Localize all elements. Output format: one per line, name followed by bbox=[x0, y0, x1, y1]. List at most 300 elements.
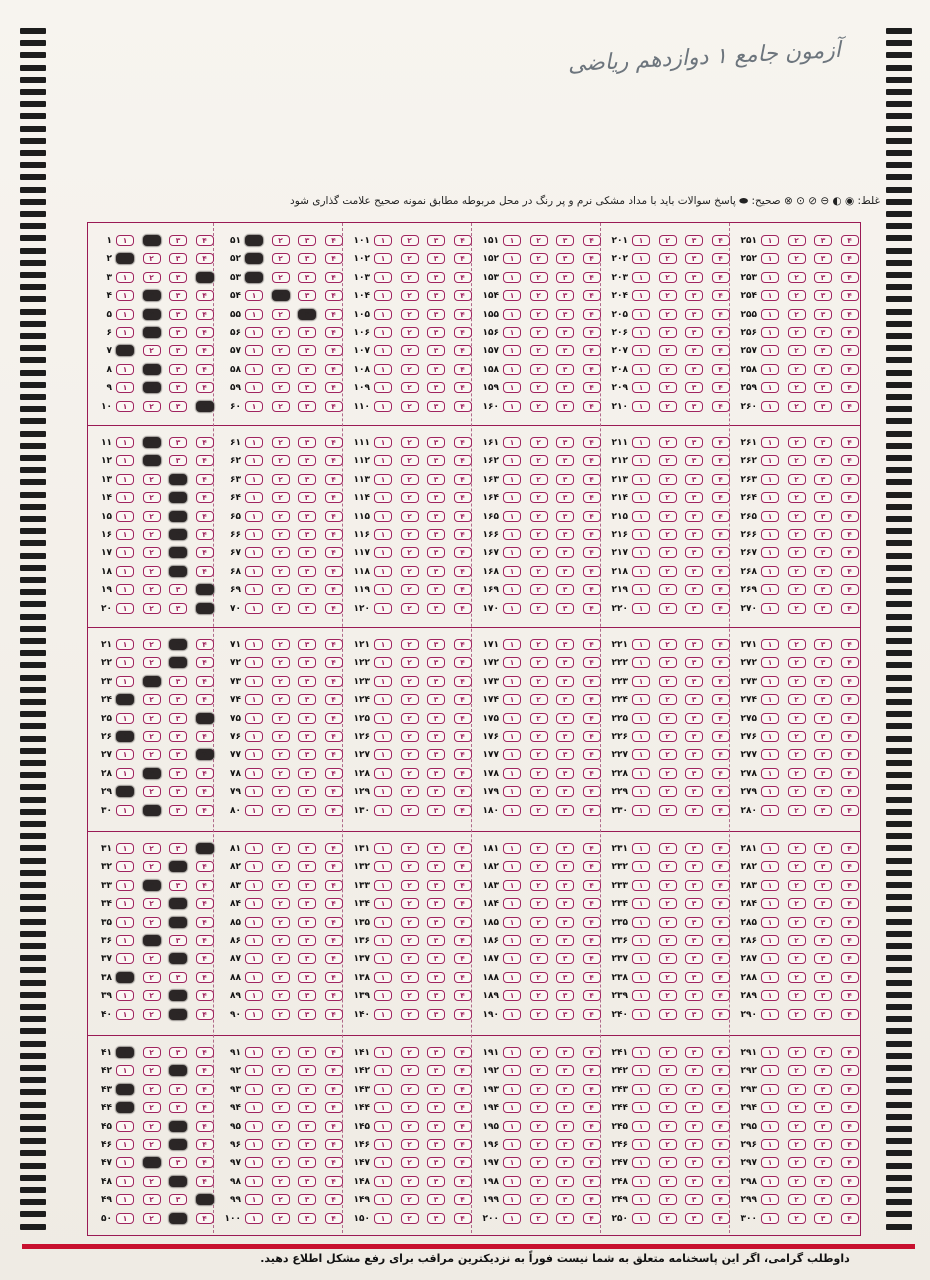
option-bubble-3[interactable]: ۳ bbox=[556, 382, 574, 393]
option-bubble-4[interactable]: ۴ bbox=[454, 529, 472, 540]
option-bubble-4[interactable]: ۴ bbox=[583, 880, 601, 891]
option-bubble-2[interactable]: ۲ bbox=[530, 990, 548, 1001]
option-bubble-1[interactable]: ۱ bbox=[245, 327, 263, 338]
option-bubble-2[interactable]: ۲ bbox=[659, 1009, 677, 1020]
option-bubble-2[interactable]: ۲ bbox=[143, 935, 161, 946]
option-bubble-1[interactable]: ۱ bbox=[503, 253, 521, 264]
option-bubble-3[interactable]: ۳ bbox=[814, 566, 832, 577]
option-bubble-4[interactable]: ۴ bbox=[325, 861, 343, 872]
option-bubble-1[interactable]: ۱ bbox=[116, 474, 134, 485]
option-bubble-2[interactable]: ۲ bbox=[788, 529, 806, 540]
option-bubble-1[interactable]: ۱ bbox=[374, 749, 392, 760]
option-bubble-4[interactable]: ۴ bbox=[325, 1139, 343, 1150]
option-bubble-4[interactable]: ۴ bbox=[712, 676, 730, 687]
option-bubble-4[interactable]: ۴ bbox=[454, 547, 472, 558]
option-bubble-3[interactable]: ۳ bbox=[685, 805, 703, 816]
option-bubble-2[interactable]: ۲ bbox=[659, 603, 677, 614]
option-bubble-3[interactable]: ۳ bbox=[556, 455, 574, 466]
option-bubble-2[interactable]: ۲ bbox=[401, 972, 419, 983]
option-bubble-1[interactable]: ۱ bbox=[503, 529, 521, 540]
option-bubble-1[interactable]: ۱ bbox=[503, 768, 521, 779]
option-bubble-3[interactable]: ۳ bbox=[427, 474, 445, 485]
option-bubble-3[interactable]: ۳ bbox=[427, 511, 445, 522]
option-bubble-1[interactable]: ۱ bbox=[503, 639, 521, 650]
option-bubble-2[interactable]: ۲ bbox=[659, 1139, 677, 1150]
option-bubble-2[interactable]: ۲ bbox=[143, 401, 161, 412]
option-bubble-2[interactable]: ۲ bbox=[401, 990, 419, 1001]
option-bubble-4[interactable]: ۴ bbox=[841, 990, 859, 1001]
option-bubble-3[interactable]: ۳ bbox=[427, 843, 445, 854]
option-bubble-1[interactable]: ۱ bbox=[632, 1102, 650, 1113]
option-bubble-3[interactable]: ۳ bbox=[556, 861, 574, 872]
option-bubble-3[interactable]: ۳ bbox=[298, 364, 316, 375]
option-bubble-4[interactable]: ۴ bbox=[712, 327, 730, 338]
option-bubble-3[interactable]: ۳ bbox=[298, 1102, 316, 1113]
option-bubble-1[interactable]: ۱ bbox=[761, 786, 779, 797]
option-bubble-2[interactable]: ۲ bbox=[401, 731, 419, 742]
option-bubble-3[interactable]: ۳ bbox=[814, 345, 832, 356]
option-bubble-2[interactable]: ۲ bbox=[530, 731, 548, 742]
option-bubble-3[interactable]: ۳ bbox=[298, 1084, 316, 1095]
option-bubble-3[interactable]: ۳ bbox=[556, 437, 574, 448]
option-bubble-3[interactable]: ۳ bbox=[298, 437, 316, 448]
option-bubble-3[interactable]: ۳ bbox=[685, 584, 703, 595]
option-bubble-1[interactable]: ۱ bbox=[503, 327, 521, 338]
option-bubble-3[interactable]: ۳ bbox=[814, 713, 832, 724]
option-bubble-1[interactable]: ۱ bbox=[503, 1084, 521, 1095]
option-bubble-4[interactable]: ۴ bbox=[712, 786, 730, 797]
option-bubble-2[interactable]: ۲ bbox=[788, 290, 806, 301]
option-bubble-2[interactable]: ۲ bbox=[530, 953, 548, 964]
option-bubble-3[interactable]: ۳ bbox=[814, 1009, 832, 1020]
option-bubble-3[interactable]: ۳ bbox=[169, 657, 187, 668]
option-bubble-2[interactable]: ۲ bbox=[788, 1157, 806, 1168]
option-bubble-4[interactable]: ۴ bbox=[583, 327, 601, 338]
option-bubble-1[interactable]: ۱ bbox=[245, 972, 263, 983]
option-bubble-4[interactable]: ۴ bbox=[841, 474, 859, 485]
option-bubble-4[interactable]: ۴ bbox=[712, 1176, 730, 1187]
option-bubble-4[interactable]: ۴ bbox=[196, 843, 214, 854]
option-bubble-4[interactable]: ۴ bbox=[712, 309, 730, 320]
option-bubble-2[interactable]: ۲ bbox=[401, 474, 419, 485]
option-bubble-3[interactable]: ۳ bbox=[427, 953, 445, 964]
option-bubble-4[interactable]: ۴ bbox=[454, 694, 472, 705]
option-bubble-4[interactable]: ۴ bbox=[712, 1084, 730, 1095]
option-bubble-2[interactable]: ۲ bbox=[143, 272, 161, 283]
option-bubble-1[interactable]: ۱ bbox=[245, 805, 263, 816]
option-bubble-2[interactable]: ۲ bbox=[788, 805, 806, 816]
option-bubble-3[interactable]: ۳ bbox=[814, 990, 832, 1001]
option-bubble-4[interactable]: ۴ bbox=[583, 676, 601, 687]
option-bubble-1[interactable]: ۱ bbox=[761, 1213, 779, 1224]
option-bubble-2[interactable]: ۲ bbox=[143, 1084, 161, 1095]
option-bubble-1[interactable]: ۱ bbox=[116, 603, 134, 614]
option-bubble-3[interactable]: ۳ bbox=[427, 547, 445, 558]
option-bubble-1[interactable]: ۱ bbox=[761, 972, 779, 983]
option-bubble-1[interactable]: ۱ bbox=[503, 364, 521, 375]
option-bubble-3[interactable]: ۳ bbox=[169, 1047, 187, 1058]
option-bubble-3[interactable]: ۳ bbox=[556, 492, 574, 503]
option-bubble-3[interactable]: ۳ bbox=[814, 1047, 832, 1058]
option-bubble-2[interactable]: ۲ bbox=[272, 805, 290, 816]
option-bubble-1[interactable]: ۱ bbox=[116, 1157, 134, 1168]
option-bubble-2[interactable]: ۲ bbox=[272, 1047, 290, 1058]
option-bubble-1[interactable]: ۱ bbox=[245, 345, 263, 356]
option-bubble-2[interactable]: ۲ bbox=[401, 1009, 419, 1020]
option-bubble-1[interactable]: ۱ bbox=[503, 694, 521, 705]
option-bubble-1[interactable]: ۱ bbox=[245, 676, 263, 687]
option-bubble-2[interactable]: ۲ bbox=[401, 935, 419, 946]
option-bubble-2[interactable]: ۲ bbox=[272, 1084, 290, 1095]
option-bubble-2[interactable]: ۲ bbox=[788, 566, 806, 577]
option-bubble-2[interactable]: ۲ bbox=[530, 935, 548, 946]
option-bubble-2[interactable]: ۲ bbox=[143, 917, 161, 928]
option-bubble-1[interactable]: ۱ bbox=[503, 1213, 521, 1224]
option-bubble-1[interactable]: ۱ bbox=[503, 1176, 521, 1187]
option-bubble-4[interactable]: ۴ bbox=[454, 364, 472, 375]
option-bubble-4[interactable]: ۴ bbox=[841, 1176, 859, 1187]
option-bubble-4[interactable]: ۴ bbox=[196, 1065, 214, 1076]
option-bubble-4[interactable]: ۴ bbox=[712, 657, 730, 668]
option-bubble-4[interactable]: ۴ bbox=[196, 972, 214, 983]
option-bubble-3[interactable]: ۳ bbox=[298, 917, 316, 928]
option-bubble-1[interactable]: ۱ bbox=[632, 861, 650, 872]
option-bubble-1[interactable]: ۱ bbox=[245, 953, 263, 964]
option-bubble-4[interactable]: ۴ bbox=[325, 657, 343, 668]
option-bubble-4[interactable]: ۴ bbox=[325, 1157, 343, 1168]
option-bubble-4[interactable]: ۴ bbox=[841, 694, 859, 705]
option-bubble-3[interactable]: ۳ bbox=[298, 1139, 316, 1150]
option-bubble-4[interactable]: ۴ bbox=[583, 529, 601, 540]
option-bubble-4[interactable]: ۴ bbox=[712, 972, 730, 983]
option-bubble-3[interactable]: ۳ bbox=[814, 657, 832, 668]
option-bubble-1[interactable]: ۱ bbox=[503, 603, 521, 614]
option-bubble-1[interactable]: ۱ bbox=[503, 566, 521, 577]
option-bubble-2[interactable]: ۲ bbox=[788, 768, 806, 779]
option-bubble-3[interactable]: ۳ bbox=[427, 529, 445, 540]
option-bubble-2[interactable]: ۲ bbox=[659, 713, 677, 724]
option-bubble-4[interactable]: ۴ bbox=[841, 492, 859, 503]
option-bubble-2[interactable]: ۲ bbox=[530, 455, 548, 466]
option-bubble-3[interactable]: ۳ bbox=[298, 1121, 316, 1132]
option-bubble-3[interactable]: ۳ bbox=[298, 1194, 316, 1205]
option-bubble-4[interactable]: ۴ bbox=[196, 382, 214, 393]
option-bubble-2[interactable]: ۲ bbox=[659, 1065, 677, 1076]
option-bubble-2[interactable]: ۲ bbox=[659, 401, 677, 412]
option-bubble-3[interactable]: ۳ bbox=[814, 805, 832, 816]
option-bubble-3[interactable]: ۳ bbox=[298, 713, 316, 724]
option-bubble-3[interactable]: ۳ bbox=[427, 1121, 445, 1132]
option-bubble-4[interactable]: ۴ bbox=[325, 345, 343, 356]
option-bubble-3[interactable]: ۳ bbox=[556, 1102, 574, 1113]
option-bubble-2[interactable]: ۲ bbox=[401, 364, 419, 375]
option-bubble-1[interactable]: ۱ bbox=[116, 749, 134, 760]
option-bubble-2[interactable]: ۲ bbox=[659, 547, 677, 558]
option-bubble-4[interactable]: ۴ bbox=[325, 455, 343, 466]
option-bubble-4[interactable]: ۴ bbox=[841, 898, 859, 909]
option-bubble-1[interactable]: ۱ bbox=[632, 657, 650, 668]
option-bubble-1[interactable]: ۱ bbox=[632, 1139, 650, 1150]
option-bubble-1[interactable]: ۱ bbox=[761, 382, 779, 393]
option-bubble-1[interactable]: ۱ bbox=[374, 768, 392, 779]
option-bubble-2[interactable]: ۲ bbox=[272, 1157, 290, 1168]
option-bubble-3[interactable]: ۳ bbox=[169, 749, 187, 760]
option-bubble-2[interactable]: ۲ bbox=[401, 768, 419, 779]
option-bubble-1[interactable]: ۱ bbox=[632, 676, 650, 687]
option-bubble-1[interactable]: ۱ bbox=[761, 898, 779, 909]
option-bubble-1[interactable]: ۱ bbox=[761, 364, 779, 375]
option-bubble-4[interactable]: ۴ bbox=[325, 694, 343, 705]
option-bubble-1[interactable]: ۱ bbox=[116, 1213, 134, 1224]
option-bubble-1[interactable]: ۱ bbox=[245, 253, 263, 264]
option-bubble-3[interactable]: ۳ bbox=[556, 731, 574, 742]
option-bubble-4[interactable]: ۴ bbox=[196, 253, 214, 264]
option-bubble-3[interactable]: ۳ bbox=[685, 511, 703, 522]
option-bubble-3[interactable]: ۳ bbox=[298, 529, 316, 540]
option-bubble-4[interactable]: ۴ bbox=[196, 1139, 214, 1150]
option-bubble-3[interactable]: ۳ bbox=[556, 235, 574, 246]
option-bubble-4[interactable]: ۴ bbox=[712, 731, 730, 742]
option-bubble-4[interactable]: ۴ bbox=[196, 639, 214, 650]
option-bubble-3[interactable]: ۳ bbox=[169, 935, 187, 946]
option-bubble-2[interactable]: ۲ bbox=[143, 437, 161, 448]
option-bubble-3[interactable]: ۳ bbox=[814, 1121, 832, 1132]
option-bubble-2[interactable]: ۲ bbox=[143, 566, 161, 577]
option-bubble-4[interactable]: ۴ bbox=[583, 1084, 601, 1095]
option-bubble-2[interactable]: ۲ bbox=[530, 1194, 548, 1205]
option-bubble-4[interactable]: ۴ bbox=[583, 511, 601, 522]
option-bubble-1[interactable]: ۱ bbox=[503, 547, 521, 558]
option-bubble-4[interactable]: ۴ bbox=[325, 401, 343, 412]
option-bubble-2[interactable]: ۲ bbox=[659, 492, 677, 503]
option-bubble-1[interactable]: ۱ bbox=[245, 843, 263, 854]
option-bubble-2[interactable]: ۲ bbox=[401, 639, 419, 650]
option-bubble-1[interactable]: ۱ bbox=[374, 584, 392, 595]
option-bubble-4[interactable]: ۴ bbox=[712, 1213, 730, 1224]
option-bubble-3[interactable]: ۳ bbox=[298, 639, 316, 650]
option-bubble-1[interactable]: ۱ bbox=[503, 749, 521, 760]
option-bubble-4[interactable]: ۴ bbox=[196, 235, 214, 246]
option-bubble-1[interactable]: ۱ bbox=[632, 880, 650, 891]
option-bubble-4[interactable]: ۴ bbox=[196, 953, 214, 964]
option-bubble-3[interactable]: ۳ bbox=[685, 1065, 703, 1076]
option-bubble-4[interactable]: ۴ bbox=[583, 768, 601, 779]
option-bubble-4[interactable]: ۴ bbox=[454, 935, 472, 946]
option-bubble-3[interactable]: ۳ bbox=[427, 455, 445, 466]
option-bubble-4[interactable]: ۴ bbox=[841, 805, 859, 816]
option-bubble-4[interactable]: ۴ bbox=[583, 657, 601, 668]
option-bubble-4[interactable]: ۴ bbox=[325, 1084, 343, 1095]
option-bubble-2[interactable]: ۲ bbox=[530, 1065, 548, 1076]
option-bubble-3[interactable]: ۳ bbox=[814, 382, 832, 393]
option-bubble-3[interactable]: ۳ bbox=[685, 1139, 703, 1150]
option-bubble-3[interactable]: ۳ bbox=[298, 1157, 316, 1168]
option-bubble-2[interactable]: ۲ bbox=[401, 1084, 419, 1095]
option-bubble-4[interactable]: ۴ bbox=[325, 290, 343, 301]
option-bubble-4[interactable]: ۴ bbox=[325, 805, 343, 816]
option-bubble-4[interactable]: ۴ bbox=[325, 529, 343, 540]
option-bubble-2[interactable]: ۲ bbox=[530, 1121, 548, 1132]
option-bubble-2[interactable]: ۲ bbox=[788, 657, 806, 668]
option-bubble-1[interactable]: ۱ bbox=[374, 1157, 392, 1168]
option-bubble-2[interactable]: ۲ bbox=[659, 749, 677, 760]
option-bubble-4[interactable]: ۴ bbox=[583, 694, 601, 705]
option-bubble-2[interactable]: ۲ bbox=[401, 603, 419, 614]
option-bubble-1[interactable]: ۱ bbox=[374, 272, 392, 283]
option-bubble-1[interactable]: ۱ bbox=[761, 917, 779, 928]
option-bubble-3[interactable]: ۳ bbox=[298, 768, 316, 779]
option-bubble-2[interactable]: ۲ bbox=[530, 861, 548, 872]
option-bubble-1[interactable]: ۱ bbox=[374, 1213, 392, 1224]
option-bubble-2[interactable]: ۲ bbox=[401, 345, 419, 356]
option-bubble-3[interactable]: ۳ bbox=[169, 880, 187, 891]
option-bubble-4[interactable]: ۴ bbox=[325, 713, 343, 724]
option-bubble-2[interactable]: ۲ bbox=[272, 990, 290, 1001]
option-bubble-3[interactable]: ۳ bbox=[556, 657, 574, 668]
option-bubble-2[interactable]: ۲ bbox=[788, 603, 806, 614]
option-bubble-3[interactable]: ۳ bbox=[556, 768, 574, 779]
option-bubble-4[interactable]: ۴ bbox=[325, 437, 343, 448]
option-bubble-2[interactable]: ۲ bbox=[659, 364, 677, 375]
option-bubble-4[interactable]: ۴ bbox=[196, 676, 214, 687]
option-bubble-2[interactable]: ۲ bbox=[401, 1194, 419, 1205]
option-bubble-2[interactable]: ۲ bbox=[530, 529, 548, 540]
option-bubble-1[interactable]: ۱ bbox=[245, 492, 263, 503]
option-bubble-4[interactable]: ۴ bbox=[712, 455, 730, 466]
option-bubble-4[interactable]: ۴ bbox=[454, 990, 472, 1001]
option-bubble-2[interactable]: ۲ bbox=[659, 639, 677, 650]
option-bubble-2[interactable]: ۲ bbox=[788, 1102, 806, 1113]
option-bubble-4[interactable]: ۴ bbox=[196, 861, 214, 872]
option-bubble-1[interactable]: ۱ bbox=[632, 327, 650, 338]
option-bubble-4[interactable]: ۴ bbox=[841, 1121, 859, 1132]
option-bubble-3[interactable]: ۳ bbox=[169, 917, 187, 928]
option-bubble-4[interactable]: ۴ bbox=[454, 235, 472, 246]
option-bubble-1[interactable]: ۱ bbox=[761, 290, 779, 301]
option-bubble-3[interactable]: ۳ bbox=[814, 364, 832, 375]
option-bubble-2[interactable]: ۲ bbox=[272, 898, 290, 909]
option-bubble-1[interactable]: ۱ bbox=[374, 1009, 392, 1020]
option-bubble-4[interactable]: ۴ bbox=[196, 1194, 214, 1205]
option-bubble-3[interactable]: ۳ bbox=[685, 843, 703, 854]
option-bubble-4[interactable]: ۴ bbox=[841, 731, 859, 742]
option-bubble-3[interactable]: ۳ bbox=[169, 861, 187, 872]
option-bubble-1[interactable]: ۱ bbox=[632, 917, 650, 928]
option-bubble-3[interactable]: ۳ bbox=[556, 990, 574, 1001]
option-bubble-2[interactable]: ۲ bbox=[788, 1065, 806, 1076]
option-bubble-2[interactable]: ۲ bbox=[530, 1213, 548, 1224]
option-bubble-2[interactable]: ۲ bbox=[143, 805, 161, 816]
option-bubble-2[interactable]: ۲ bbox=[143, 455, 161, 466]
option-bubble-1[interactable]: ۱ bbox=[632, 437, 650, 448]
option-bubble-1[interactable]: ۱ bbox=[503, 898, 521, 909]
option-bubble-3[interactable]: ۳ bbox=[427, 290, 445, 301]
option-bubble-1[interactable]: ۱ bbox=[245, 584, 263, 595]
option-bubble-2[interactable]: ۲ bbox=[272, 953, 290, 964]
option-bubble-2[interactable]: ۲ bbox=[659, 272, 677, 283]
option-bubble-4[interactable]: ۴ bbox=[841, 917, 859, 928]
option-bubble-3[interactable]: ۳ bbox=[814, 235, 832, 246]
option-bubble-1[interactable]: ۱ bbox=[761, 603, 779, 614]
option-bubble-2[interactable]: ۲ bbox=[143, 972, 161, 983]
option-bubble-2[interactable]: ۲ bbox=[530, 972, 548, 983]
option-bubble-3[interactable]: ۳ bbox=[169, 235, 187, 246]
option-bubble-3[interactable]: ۳ bbox=[298, 953, 316, 964]
option-bubble-1[interactable]: ۱ bbox=[245, 880, 263, 891]
option-bubble-2[interactable]: ۲ bbox=[272, 382, 290, 393]
option-bubble-3[interactable]: ۳ bbox=[169, 694, 187, 705]
option-bubble-4[interactable]: ۴ bbox=[712, 511, 730, 522]
option-bubble-4[interactable]: ۴ bbox=[841, 1009, 859, 1020]
option-bubble-3[interactable]: ۳ bbox=[814, 639, 832, 650]
option-bubble-1[interactable]: ۱ bbox=[245, 935, 263, 946]
option-bubble-4[interactable]: ۴ bbox=[583, 345, 601, 356]
option-bubble-3[interactable]: ۳ bbox=[169, 805, 187, 816]
option-bubble-4[interactable]: ۴ bbox=[841, 327, 859, 338]
option-bubble-1[interactable]: ۱ bbox=[116, 327, 134, 338]
option-bubble-4[interactable]: ۴ bbox=[712, 1194, 730, 1205]
option-bubble-3[interactable]: ۳ bbox=[169, 1102, 187, 1113]
option-bubble-2[interactable]: ۲ bbox=[530, 749, 548, 760]
option-bubble-2[interactable]: ۲ bbox=[788, 492, 806, 503]
option-bubble-3[interactable]: ۳ bbox=[169, 768, 187, 779]
option-bubble-3[interactable]: ۳ bbox=[685, 768, 703, 779]
option-bubble-1[interactable]: ۱ bbox=[632, 511, 650, 522]
option-bubble-1[interactable]: ۱ bbox=[503, 1157, 521, 1168]
option-bubble-2[interactable]: ۲ bbox=[530, 290, 548, 301]
option-bubble-3[interactable]: ۳ bbox=[685, 1102, 703, 1113]
option-bubble-3[interactable]: ۳ bbox=[814, 1213, 832, 1224]
option-bubble-2[interactable]: ۲ bbox=[143, 1121, 161, 1132]
option-bubble-1[interactable]: ۱ bbox=[116, 253, 134, 264]
option-bubble-3[interactable]: ۳ bbox=[814, 492, 832, 503]
option-bubble-4[interactable]: ۴ bbox=[196, 1157, 214, 1168]
option-bubble-4[interactable]: ۴ bbox=[196, 566, 214, 577]
option-bubble-2[interactable]: ۲ bbox=[272, 253, 290, 264]
option-bubble-1[interactable]: ۱ bbox=[245, 1084, 263, 1095]
option-bubble-4[interactable]: ۴ bbox=[712, 272, 730, 283]
option-bubble-4[interactable]: ۴ bbox=[841, 1047, 859, 1058]
option-bubble-4[interactable]: ۴ bbox=[583, 1009, 601, 1020]
option-bubble-2[interactable]: ۲ bbox=[143, 1194, 161, 1205]
option-bubble-2[interactable]: ۲ bbox=[530, 880, 548, 891]
option-bubble-2[interactable]: ۲ bbox=[530, 657, 548, 668]
option-bubble-1[interactable]: ۱ bbox=[761, 935, 779, 946]
option-bubble-3[interactable]: ۳ bbox=[427, 309, 445, 320]
option-bubble-2[interactable]: ۲ bbox=[659, 253, 677, 264]
option-bubble-1[interactable]: ۱ bbox=[116, 880, 134, 891]
option-bubble-1[interactable]: ۱ bbox=[632, 786, 650, 797]
option-bubble-4[interactable]: ۴ bbox=[712, 1009, 730, 1020]
option-bubble-1[interactable]: ۱ bbox=[374, 529, 392, 540]
option-bubble-3[interactable]: ۳ bbox=[427, 492, 445, 503]
option-bubble-3[interactable]: ۳ bbox=[427, 990, 445, 1001]
option-bubble-1[interactable]: ۱ bbox=[245, 861, 263, 872]
option-bubble-2[interactable]: ۲ bbox=[788, 327, 806, 338]
option-bubble-4[interactable]: ۴ bbox=[583, 1102, 601, 1113]
option-bubble-4[interactable]: ۴ bbox=[712, 603, 730, 614]
option-bubble-4[interactable]: ۴ bbox=[454, 492, 472, 503]
option-bubble-1[interactable]: ۱ bbox=[503, 990, 521, 1001]
option-bubble-1[interactable]: ۱ bbox=[632, 990, 650, 1001]
option-bubble-1[interactable]: ۱ bbox=[245, 1176, 263, 1187]
option-bubble-4[interactable]: ۴ bbox=[454, 1213, 472, 1224]
option-bubble-3[interactable]: ۳ bbox=[685, 364, 703, 375]
option-bubble-2[interactable]: ۲ bbox=[272, 511, 290, 522]
option-bubble-4[interactable]: ۴ bbox=[454, 584, 472, 595]
option-bubble-3[interactable]: ۳ bbox=[814, 401, 832, 412]
option-bubble-4[interactable]: ۴ bbox=[712, 880, 730, 891]
